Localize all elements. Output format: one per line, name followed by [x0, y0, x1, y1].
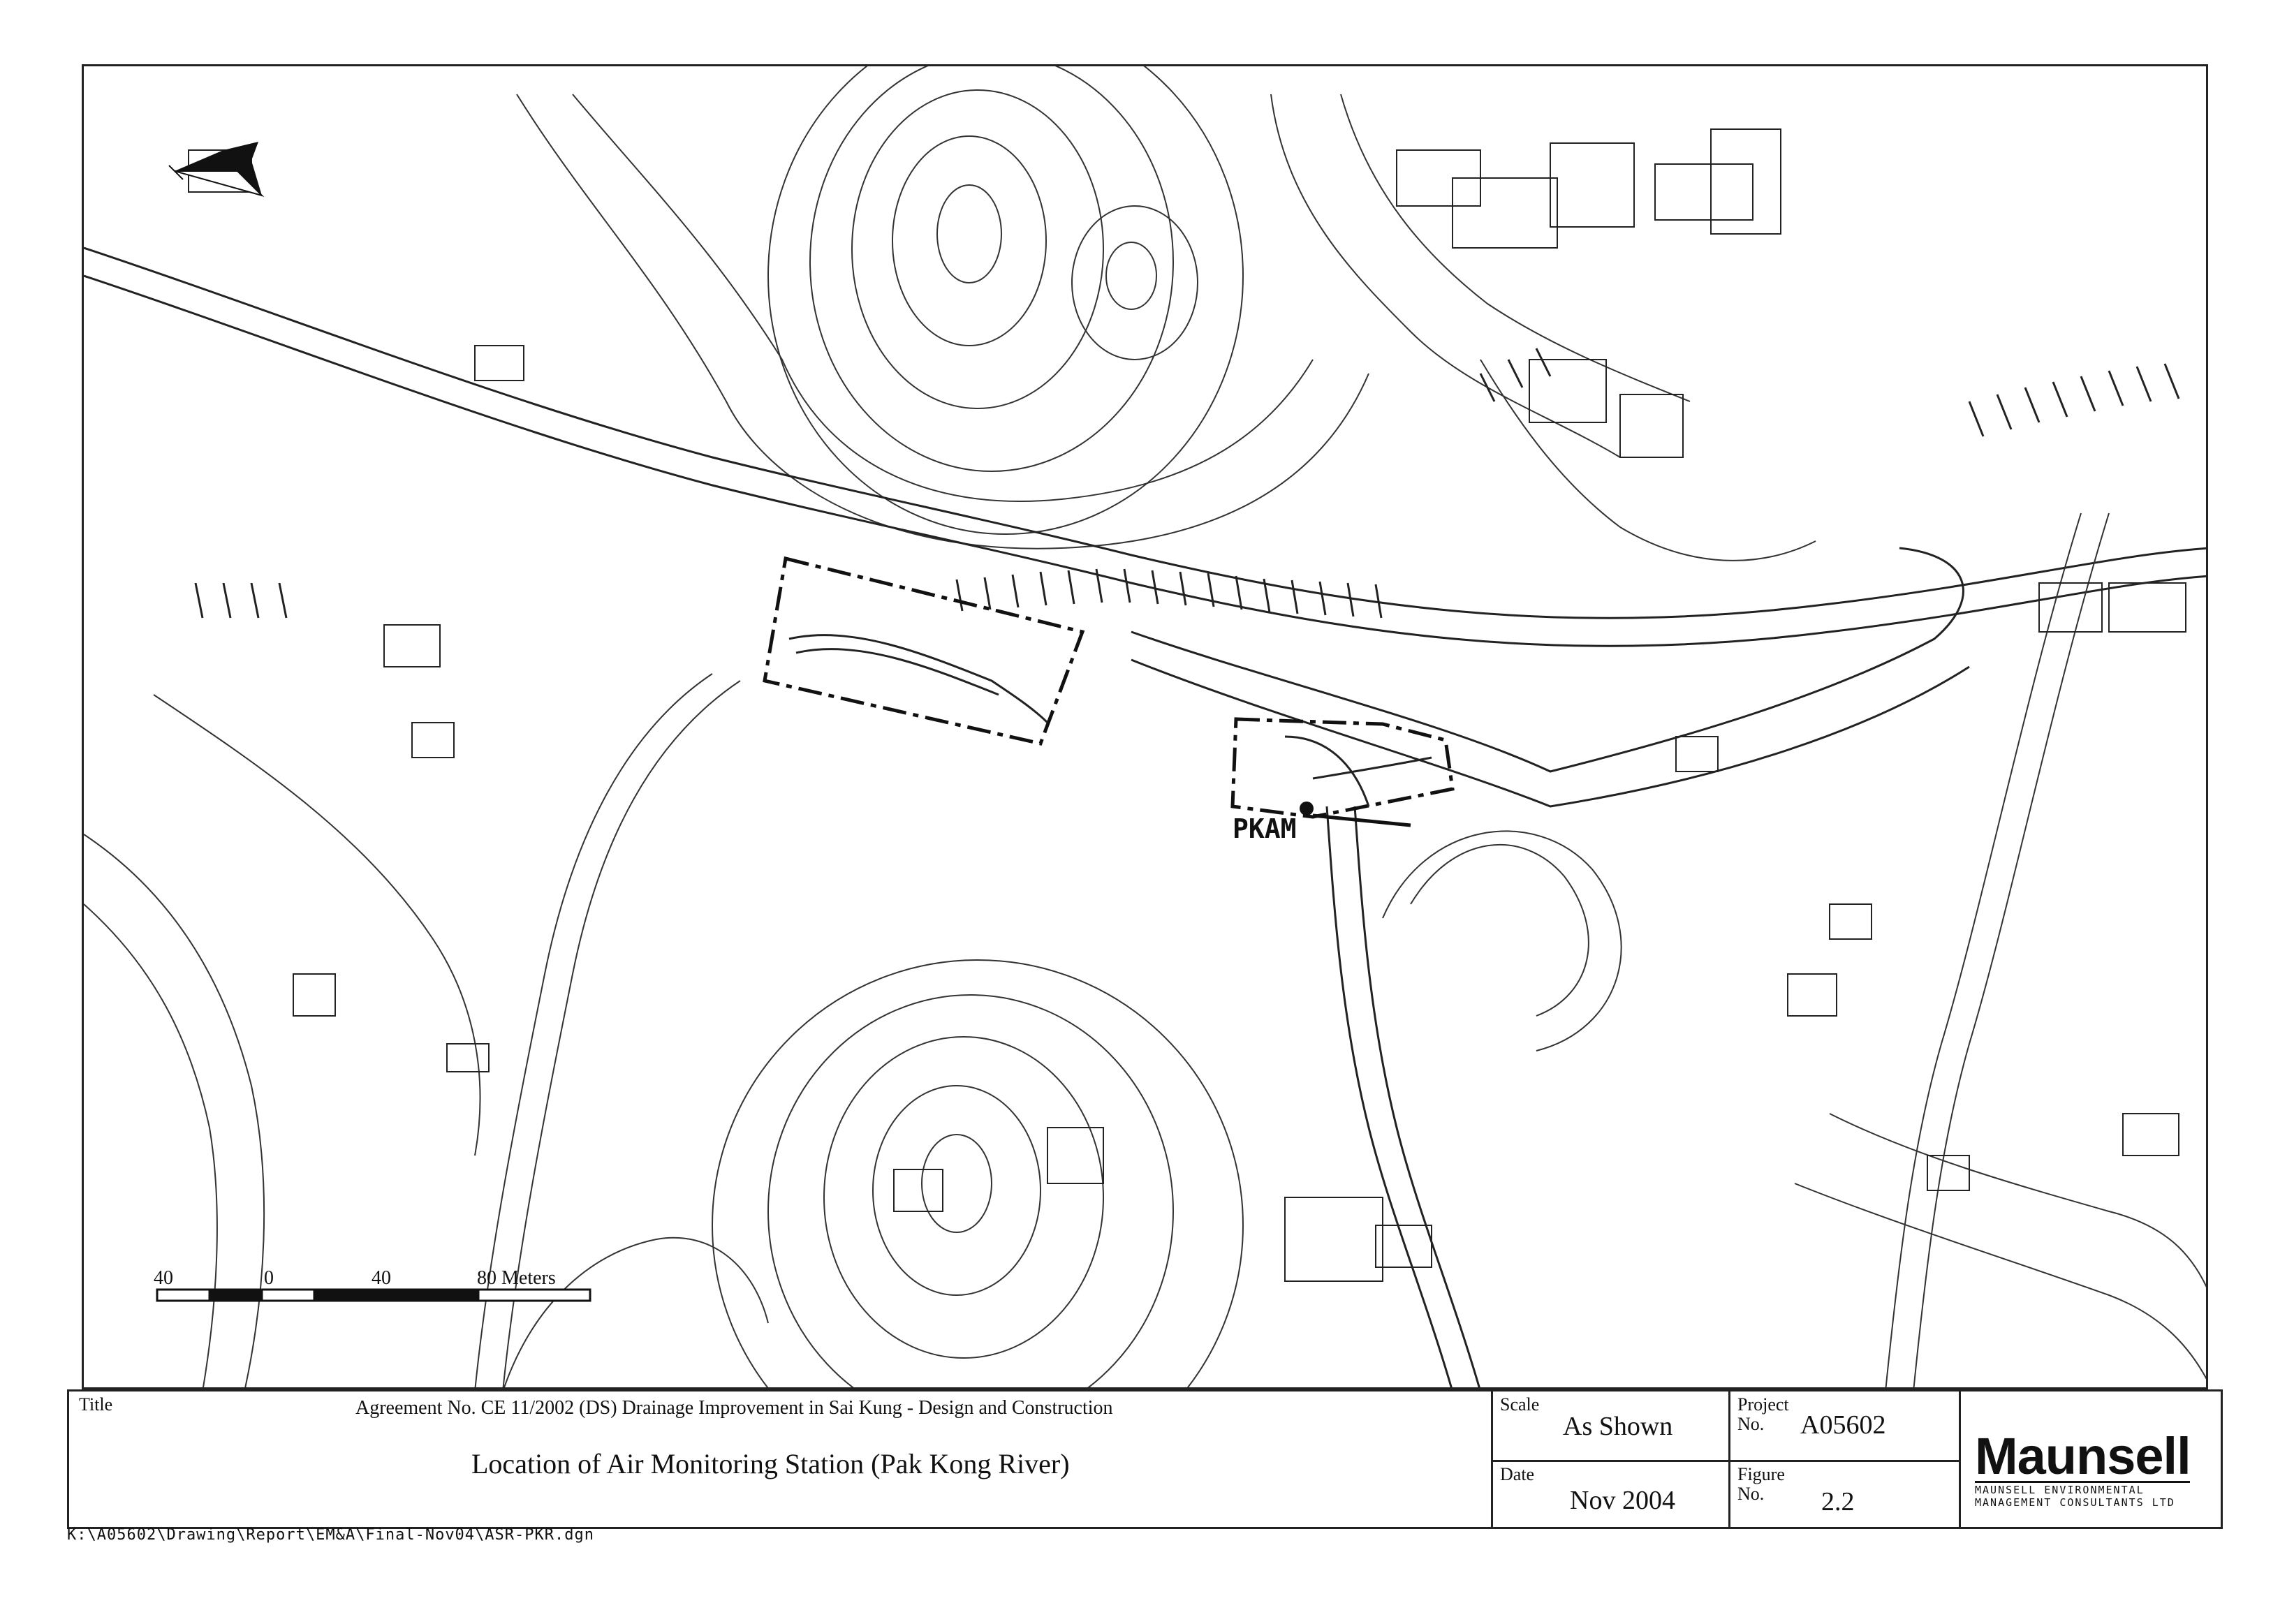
project-figure-cell	[1728, 1392, 1959, 1529]
company-logo-subtitle-2: MANAGEMENT CONSULTANTS LTD	[1975, 1496, 2175, 1509]
project-label: Project	[1737, 1394, 1789, 1415]
contour-lines	[84, 66, 2208, 1389]
scale-tick-label: 40	[372, 1267, 391, 1289]
secondary-roads	[154, 360, 2109, 1389]
topographic-map	[82, 64, 2208, 1389]
embankment-hatching	[196, 348, 2179, 618]
scale-tick-label: 80 Meters	[477, 1267, 556, 1289]
scale-bar	[154, 1267, 590, 1301]
main-road	[84, 248, 2208, 646]
scale-label: Scale	[1500, 1394, 1540, 1415]
scale-tick-label: 0	[264, 1267, 274, 1289]
scale-tick-label: 40	[154, 1267, 173, 1289]
project-number: A05602	[1800, 1410, 1886, 1440]
title-label: Title	[79, 1394, 113, 1415]
figure-number: 2.2	[1821, 1487, 1855, 1516]
title-block	[67, 1389, 2223, 1529]
scale-date-cell	[1491, 1392, 1728, 1529]
date-label: Date	[1500, 1464, 1535, 1484]
pkam-station	[1233, 802, 1411, 844]
project-no-label: No.	[1737, 1414, 1765, 1434]
map-drawing	[84, 66, 2208, 1389]
company-logo-subtitle-1: MAUNSELL ENVIRONMENTAL	[1975, 1484, 2145, 1496]
station-marker	[1300, 802, 1314, 815]
river-channel	[1131, 548, 1969, 1389]
company-logo: Maunsell	[1975, 1427, 2191, 1485]
figure-no-label: No.	[1737, 1484, 1765, 1504]
company-logo-cell	[1959, 1392, 2223, 1529]
scale-value: As Shown	[1563, 1412, 1673, 1441]
station-label: PKAM	[1233, 813, 1297, 844]
date-value: Nov 2004	[1570, 1486, 1675, 1515]
figure-label: Figure	[1737, 1464, 1785, 1484]
file-path: K:\A05602\Drawing\Report\EM&A\Final-Nov04\ASR-PKR.dgn	[67, 1526, 594, 1544]
drawing-title: Location of Air Monitoring Station (Pak Kong River)	[471, 1448, 1070, 1479]
buildings	[189, 129, 2186, 1281]
agreement-text: Agreement No. CE 11/2002 (DS) Drainage Improvement in Sai Kung - Design and Construction	[355, 1397, 1113, 1419]
